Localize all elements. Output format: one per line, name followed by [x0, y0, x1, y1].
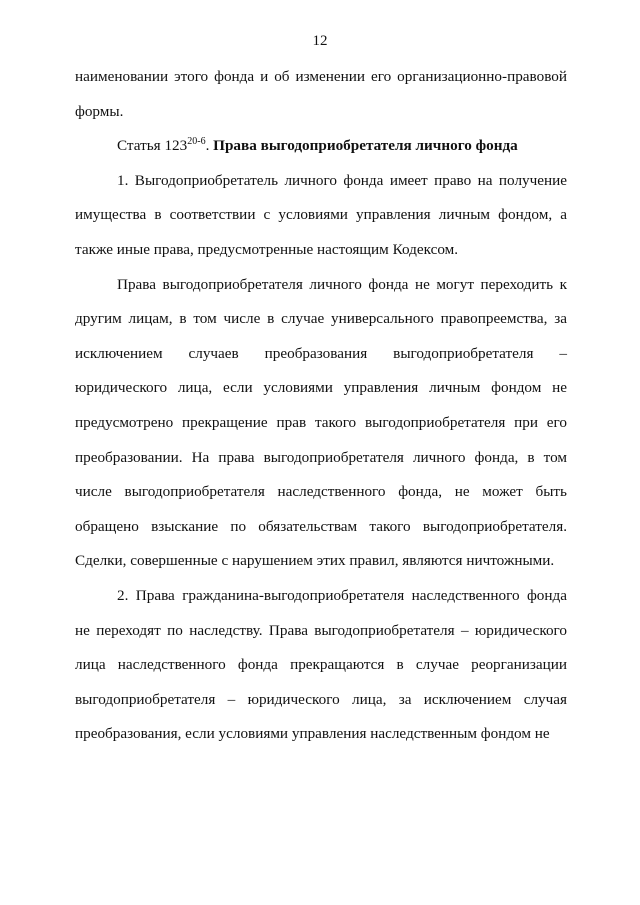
paragraph-3: 2. Права гражданина-выгодоприобретателя наследственного фонда не переходят по наследству. Права выгодоприобретателя – юридического лица наследственного фонда прекращаются в случае реорганизации выгодоприобретателя – юридического лица, за исключением случая преобразования, если условиями управления наследственным фондом не: [75, 586, 567, 743]
article-prefix: Статья 123: [117, 137, 188, 155]
article-dot: .: [205, 137, 214, 155]
page-number: 12: [312, 33, 328, 49]
continuation-paragraph: наименовании этого фонда и об изменении его организационно-правовой формы.: [75, 68, 567, 120]
article-superscript: 20-6: [187, 136, 206, 148]
paragraph-1: 1. Выгодоприобретатель личного фонда имеет право на получение имущества в соответствии с условиями управления личным фондом, а также иные права, предусмотренные настоящим Кодексом.: [75, 171, 567, 258]
paragraph-2: Права выгодоприобретателя личного фонда не могут переходить к другим лицам, в том числе в случае универсального правопреемства, за исключением случаев преобразования выгодоприобретателя – юридического лица, если условиями управления личным фондом не предусмотрено прекращение прав такого выгодоприобретателя при его преобразовании. На права выгодоприобретателя личного фонда, в том числе выгодоприобретателя наследственного фонда, не может быть обращено взыскание по обязательствам такого выгодоприобретателя. Сделки, совершенные с нарушением этих правил, являются ничтожными.: [75, 275, 567, 570]
document-body: [75, 60, 567, 752]
article-title: Права выгодоприобретателя личного фонда: [213, 137, 518, 155]
article-heading: [75, 129, 567, 164]
